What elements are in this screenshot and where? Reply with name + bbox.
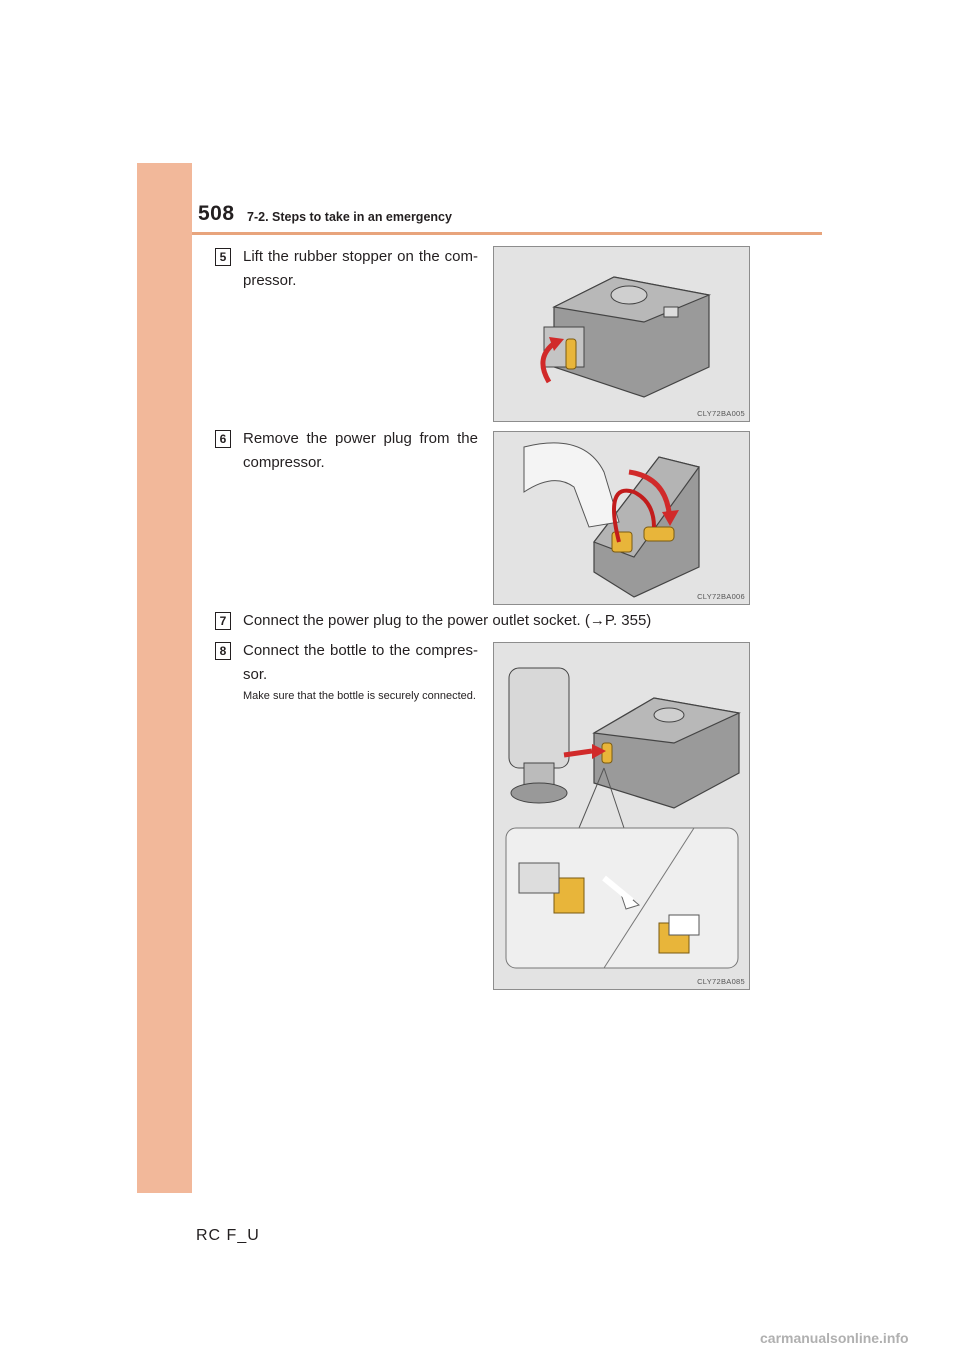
step-7-text: Connect the power plug to the power outlet socket. (→P. 355) xyxy=(243,612,652,629)
section-title: 7-2. Steps to take in an emergency xyxy=(247,210,452,224)
step-6-text: Remove the power plug from the compressor. xyxy=(243,430,478,471)
figure-remove-power-plug xyxy=(493,431,750,605)
figure-lift-rubber-stopper xyxy=(493,246,750,422)
watermark: carmanualsonline.info xyxy=(760,1330,909,1346)
header-rule xyxy=(192,232,822,235)
step-8-text: Connect the bottle to the compres-sor. xyxy=(243,642,478,683)
step-number-7: 7 xyxy=(215,612,231,630)
step-5-text: Lift the rubber stopper on the com-pressor. xyxy=(243,248,478,289)
power-plug-illustration xyxy=(494,432,749,604)
step-8-note: Make sure that the bottle is securely connected. xyxy=(243,690,476,702)
step-number-8: 8 xyxy=(215,642,231,660)
footer-model-code: RC F_U xyxy=(196,1227,260,1244)
figure-connect-bottle xyxy=(493,642,750,990)
figure-code: CLY72BA085 xyxy=(697,977,745,986)
bottle-connection-illustration xyxy=(494,643,749,989)
figure-code: CLY72BA006 xyxy=(697,592,745,601)
step-number-5: 5 xyxy=(215,248,231,266)
step-number-6: 6 xyxy=(215,430,231,448)
figure-code: CLY72BA005 xyxy=(697,409,745,418)
compressor-stopper-illustration xyxy=(494,247,749,421)
page-number: 508 xyxy=(198,202,235,225)
chapter-side-tab xyxy=(137,163,192,1193)
